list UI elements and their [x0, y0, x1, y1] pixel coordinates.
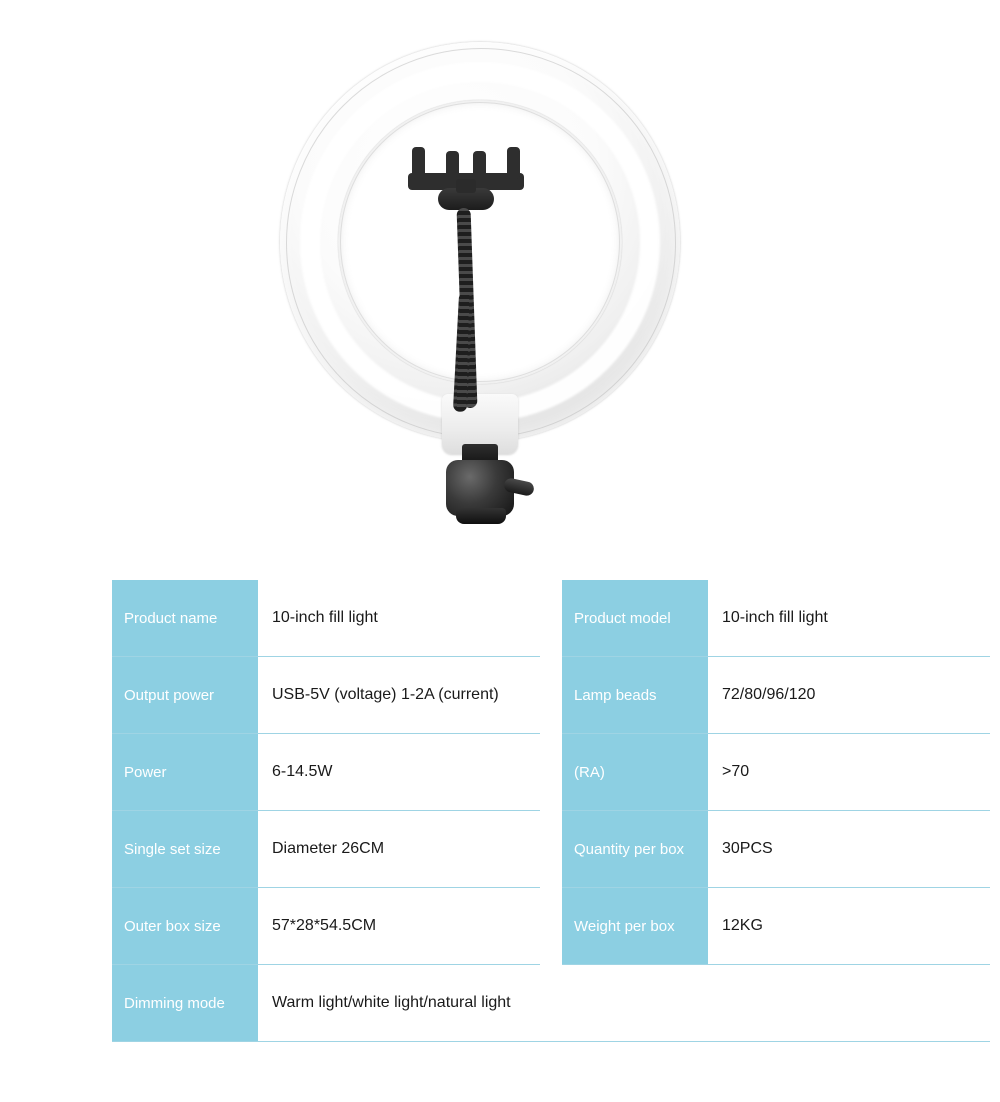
table-row [562, 580, 990, 657]
phone-clamp-jaw-inner-right [473, 151, 486, 177]
table-row [112, 811, 540, 888]
spec-value-power: 6-14.5W [272, 763, 333, 780]
spec-label-ra: (RA) [562, 734, 708, 810]
specifications-table [0, 580, 1000, 1042]
phone-clamp-jaw-inner-left [446, 151, 459, 177]
table-row [112, 580, 540, 657]
table-row [562, 657, 990, 734]
spec-column-right [562, 580, 990, 965]
spec-column-gap [540, 580, 562, 965]
table-row [562, 734, 990, 811]
spec-value-dimming-mode: Warm light/white light/natural light [272, 994, 511, 1011]
ring-light-assembly [280, 42, 680, 442]
table-row [562, 888, 990, 965]
spec-value-lamp-beads: 72/80/96/120 [722, 686, 816, 703]
spec-value-quantity-per-box: 30PCS [722, 840, 773, 857]
spec-label-output-power: Output power [112, 657, 258, 733]
clamp-tilt-knob [438, 188, 494, 210]
spec-value-output-power: USB-5V (voltage) 1-2A (current) [272, 686, 499, 703]
mount-base-foot [456, 508, 506, 524]
spec-value-product-name: 10-inch fill light [272, 609, 378, 626]
spec-value-ra: >70 [722, 763, 750, 780]
table-row [562, 811, 990, 888]
spec-value-single-set-size: Diameter 26CM [272, 840, 385, 857]
spec-label-quantity-per-box: Quantity per box [562, 811, 708, 887]
spec-label-outer-box-size: Outer box size [112, 888, 258, 964]
spec-value-product-model: 10-inch fill light [722, 609, 828, 626]
phone-clamp-jaw-left [412, 147, 425, 179]
spec-grid [112, 580, 1000, 965]
spec-value-weight-per-box: 12KG [722, 917, 763, 934]
spec-label-weight-per-box: Weight per box [562, 888, 708, 964]
ring-light-inner-hole [338, 100, 622, 384]
spec-label-single-set-size: Single set size [112, 811, 258, 887]
spec-label-lamp-beads: Lamp beads [562, 657, 708, 733]
table-row [112, 888, 540, 965]
spec-value-outer-box-size: 57*28*54.5CM [272, 917, 377, 934]
spec-label-dimming-mode: Dimming mode [112, 965, 258, 1041]
phone-clamp-jaw-right [507, 147, 520, 179]
table-row [112, 657, 540, 734]
spec-column-left [112, 580, 540, 965]
spec-label-product-name: Product name [112, 580, 258, 656]
table-row [112, 734, 540, 811]
table-row [112, 965, 990, 1042]
spec-label-product-model: Product model [562, 580, 708, 656]
spec-label-power: Power [112, 734, 258, 810]
